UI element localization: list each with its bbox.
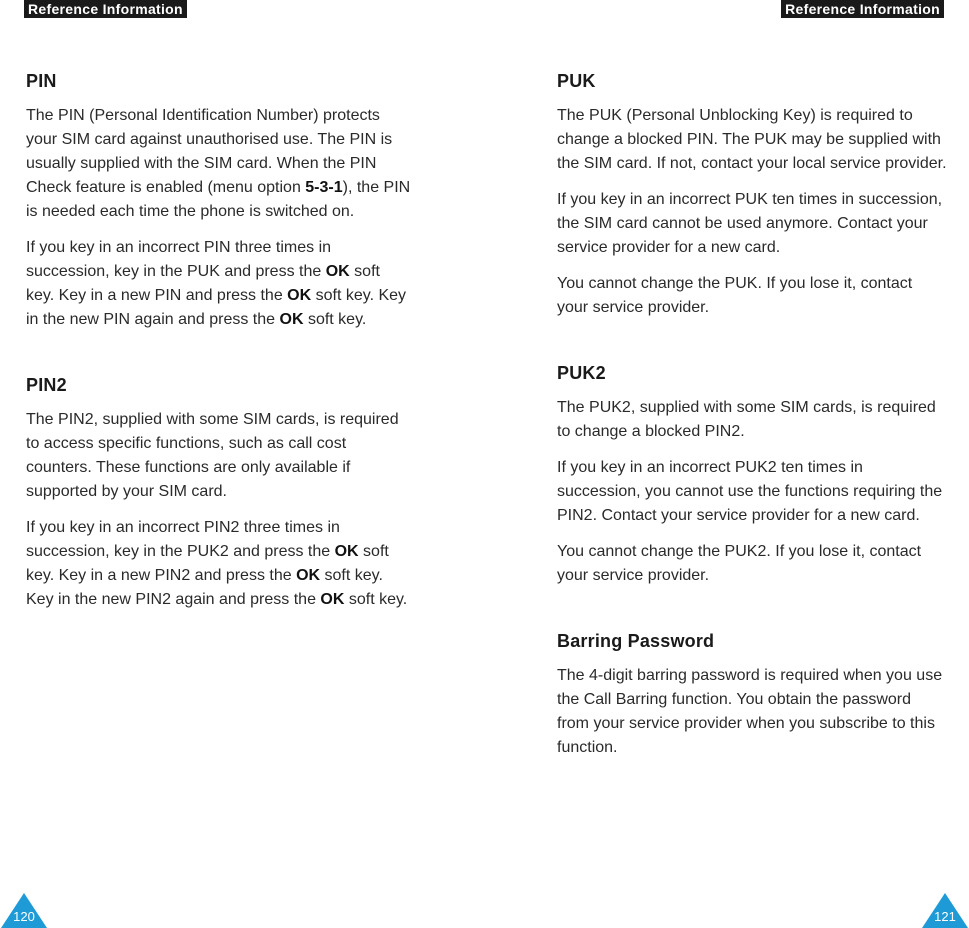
header-left-title: Reference Information <box>24 0 187 18</box>
menu-option-code: 5-3-1 <box>305 179 343 196</box>
puk-paragraph-3: You cannot change the PUK. If you lose it, contact your service provider. <box>557 275 913 316</box>
section-barring-password <box>557 628 947 760</box>
section-pin <box>26 68 411 332</box>
ok-key-label: OK <box>320 591 345 608</box>
ok-key-label: OK <box>279 311 304 328</box>
puk2-paragraph-2: If you key in an incorrect PUK2 ten times in succession, you cannot use the functions requiring the PIN2. Contact your service provider for a new card. <box>557 459 943 524</box>
header-right-title: Reference Information <box>781 0 944 18</box>
puk-paragraph-1: The PUK (Personal Unblocking Key) is required to change a blocked PIN. The PUK may be supplied with the SIM card. If not, contact your local service provider. <box>557 107 947 172</box>
section-puk <box>557 68 947 320</box>
ok-key-label: OK <box>296 567 321 584</box>
ok-key-label: OK <box>287 287 312 304</box>
pin2-paragraph-1: The PIN2, supplied with some SIM cards, is required to access specific functions, such as call cost counters. These functions are only available if supported by your SIM card. <box>26 411 399 500</box>
section-title-barring-password: Barring Password <box>557 631 715 651</box>
puk2-paragraph-1: The PUK2, supplied with some SIM cards, is required to change a blocked PIN2. <box>557 399 936 440</box>
right-page-column <box>557 68 947 800</box>
ok-key-label: OK <box>334 543 359 560</box>
puk2-paragraph-3: You cannot change the PUK2. If you lose it, contact your service provider. <box>557 543 922 584</box>
section-title-puk2: PUK2 <box>557 363 606 383</box>
page-number-right-text: 121 <box>934 909 956 924</box>
ok-key-label: OK <box>325 263 350 280</box>
pin-paragraph-1: The PIN (Personal Identification Number) protects your SIM card against unauthorised use. The PIN is usually supplied with the SIM card. When the PIN Check feature is enabled (menu option 5-3-1), the PIN is needed each time the phone is switched on. <box>26 107 411 220</box>
section-title-pin: PIN <box>26 71 57 91</box>
pin-paragraph-2: If you key in an incorrect PIN three times in succession, key in the PUK and press the OK soft key. Key in a new PIN and press the OK soft key. Key in the new PIN again and press the OK soft key. <box>26 239 407 328</box>
page-number-left <box>0 892 48 928</box>
page-number-right <box>921 892 969 928</box>
barring-paragraph-1: The 4-digit barring password is required when you use the Call Barring function. You obtain the password from your service provider when you subscribe to this function. <box>557 667 943 756</box>
left-page-column <box>26 68 411 652</box>
puk-paragraph-2: If you key in an incorrect PUK ten times in succession, the SIM card cannot be used anymore. Contact your service provider for a new card. <box>557 191 943 256</box>
section-puk2 <box>557 360 947 588</box>
pin2-paragraph-2: If you key in an incorrect PIN2 three times in succession, key in the PUK2 and press the OK soft key. Key in a new PIN2 and press the OK soft key. Key in the new PIN2 again and press the OK soft key. <box>26 519 408 608</box>
page-number-left-text: 120 <box>13 909 35 924</box>
section-title-pin2: PIN2 <box>26 375 67 395</box>
section-title-puk: PUK <box>557 71 596 91</box>
section-pin2 <box>26 372 411 612</box>
